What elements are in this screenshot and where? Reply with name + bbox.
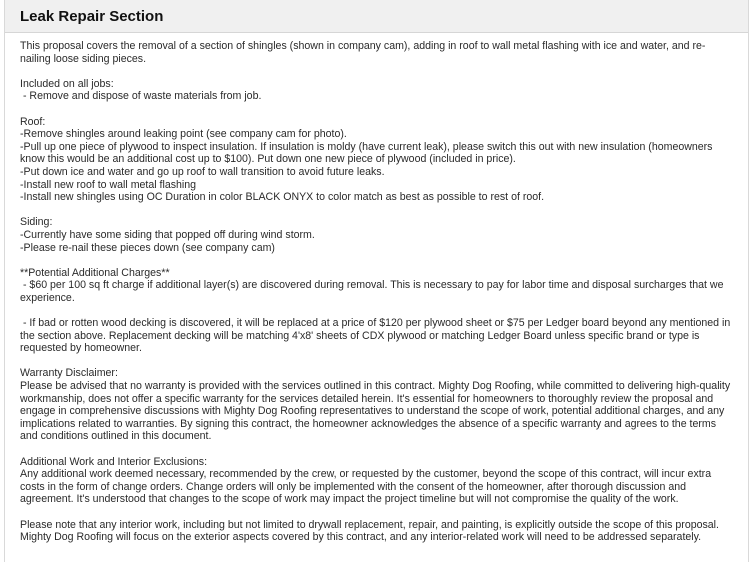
- charges-item: - If bad or rotten wood decking is discovered, it will be replaced at a price of $120 per plywood sheet or $75 per Ledger board beyond any mentioned in the section above. Replacement decking will be matching 4'x8' sheets of CDX plywood or matching Ledger Board unless specific brand or type is requested by homeowner.: [20, 317, 734, 355]
- roof-item: -Pull up one piece of plywood to inspect insulation. If insulation is moldy (have current leak), please switch this out with new insulation (homeowners know this would be an additional cost up to $100). Put down one new piece of plywood (included in price).: [20, 140, 713, 166]
- roof-block: [20, 116, 734, 204]
- charges-block: [20, 267, 734, 305]
- siding-heading: Siding:: [20, 216, 53, 229]
- leak-repair-panel: [4, 0, 749, 562]
- interior-paragraph: Please note that any interior work, including but not limited to drywall replacement, repair, and painting, is explicitly outside the scope of this proposal. Mighty Dog Roofing will focus on the exterior aspects covered by this contract, and any interior-related work will need to be addressed separately.: [20, 518, 719, 544]
- roof-heading: Roof:: [20, 115, 46, 128]
- additional-text: Any additional work deemed necessary, recommended by the crew, or requested by the customer, beyond the scope of this contract, will incur extra costs in the form of change orders. Change orders will only be implemented with the consent of the homeowner, after thorough discussion and agreement. It's understood that changes to the scope of work may impact the project timeline but will not compromise the quality of the work.: [20, 468, 712, 506]
- additional-block: [20, 456, 734, 506]
- siding-item: -Please re-nail these pieces down (see company cam): [20, 241, 275, 254]
- roof-item: -Remove shingles around leaking point (see company cam for photo).: [20, 128, 347, 141]
- roof-item: -Put down ice and water and go up roof to wall transition to avoid future leaks.: [20, 165, 385, 178]
- roof-item: -Install new roof to wall metal flashing: [20, 178, 197, 191]
- roof-item: -Install new shingles using OC Duration in color BLACK ONYX to color match as best as possible to rest of roof.: [20, 191, 545, 204]
- section-header: [5, 0, 748, 33]
- included-heading: Included on all jobs:: [20, 77, 114, 90]
- warranty-block: [20, 367, 734, 443]
- section-body: [5, 33, 748, 544]
- warranty-heading: Warranty Disclaimer:: [20, 367, 118, 380]
- section-title: Leak Repair Section: [20, 7, 164, 25]
- charges-item: - $60 per 100 sq ft charge if additional layer(s) are discovered during removal. This is necessary to pay for labor time and disposal surcharges that we experience.: [20, 279, 727, 304]
- siding-item: -Currently have some siding that popped off during wind storm.: [20, 228, 315, 241]
- charges-heading: **Potential Additional Charges**: [20, 266, 170, 279]
- additional-heading: Additional Work and Interior Exclusions:: [20, 455, 208, 468]
- intro-paragraph: This proposal covers the removal of a section of shingles (shown in company cam), adding in roof to wall metal flashing with ice and water, and re-nailing loose siding pieces.: [20, 40, 706, 65]
- included-block: [20, 78, 734, 103]
- siding-block: [20, 216, 734, 254]
- included-item: - Remove and dispose of waste materials from job.: [20, 90, 262, 103]
- warranty-text: Please be advised that no warranty is provided with the services outlined in this contract. Mighty Dog Roofing, while committed to delivering high-quality workmanship, does not offer a specific warranty for the services detailed herein. It's essential for homeowners to thoroughly review the proposal and engage in comprehensive discussions with Mighty Dog Roofing representatives to understand the scope of work, potential additional charges, and any implications related to warranties. By signing this contract, the homeowner acknowledges the absence of a specific warranty and agrees to the terms and conditions outlined in this document.: [20, 380, 731, 443]
